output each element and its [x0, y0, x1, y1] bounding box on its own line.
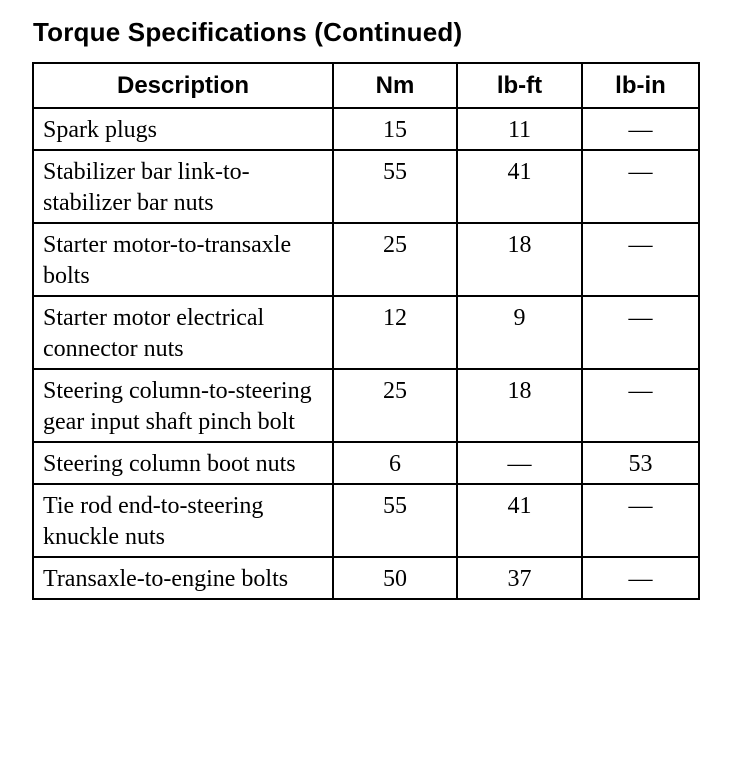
cell-lb-in: —: [582, 223, 699, 296]
cell-lb-in: 53: [582, 442, 699, 484]
cell-lb-in: —: [582, 150, 699, 223]
cell-description: Steering column-to-steering gear input shaft pinch bolt: [33, 369, 333, 442]
cell-description: Steering column boot nuts: [33, 442, 333, 484]
cell-lb-in: —: [582, 369, 699, 442]
torque-spec-table: [32, 62, 700, 600]
cell-lb-ft: —: [457, 442, 582, 484]
header-lb-ft: lb-ft: [457, 63, 582, 108]
cell-nm: 55: [333, 484, 457, 557]
header-lb-in: lb-in: [582, 63, 699, 108]
cell-lb-ft: 11: [457, 108, 582, 150]
cell-description: Starter motor electrical connector nuts: [33, 296, 333, 369]
table-row: [33, 296, 699, 369]
cell-lb-ft: 9: [457, 296, 582, 369]
table-row: [33, 108, 699, 150]
table-row: [33, 369, 699, 442]
table-row: [33, 223, 699, 296]
cell-lb-in: —: [582, 484, 699, 557]
cell-nm: 12: [333, 296, 457, 369]
cell-nm: 25: [333, 369, 457, 442]
table-row: [33, 150, 699, 223]
cell-lb-ft: 41: [457, 150, 582, 223]
cell-lb-ft: 18: [457, 223, 582, 296]
cell-nm: 15: [333, 108, 457, 150]
cell-lb-in: —: [582, 108, 699, 150]
cell-nm: 50: [333, 557, 457, 599]
cell-description: Transaxle-to-engine bolts: [33, 557, 333, 599]
cell-description: Spark plugs: [33, 108, 333, 150]
page-title: Torque Specifications (Continued): [33, 17, 463, 47]
cell-lb-in: —: [582, 557, 699, 599]
cell-nm: 55: [333, 150, 457, 223]
cell-description: Tie rod end-to-steering knuckle nuts: [33, 484, 333, 557]
cell-lb-ft: 41: [457, 484, 582, 557]
table-row: [33, 557, 699, 599]
table-row: [33, 442, 699, 484]
cell-description: Starter motor-to-transaxle bolts: [33, 223, 333, 296]
cell-description: Stabilizer bar link-to-stabilizer bar nuts: [33, 150, 333, 223]
table-header-row: [33, 63, 699, 108]
table-row: [33, 484, 699, 557]
cell-nm: 25: [333, 223, 457, 296]
cell-lb-ft: 18: [457, 369, 582, 442]
cell-nm: 6: [333, 442, 457, 484]
header-nm: Nm: [333, 63, 457, 108]
cell-lb-in: —: [582, 296, 699, 369]
header-description: Description: [33, 63, 333, 108]
cell-lb-ft: 37: [457, 557, 582, 599]
